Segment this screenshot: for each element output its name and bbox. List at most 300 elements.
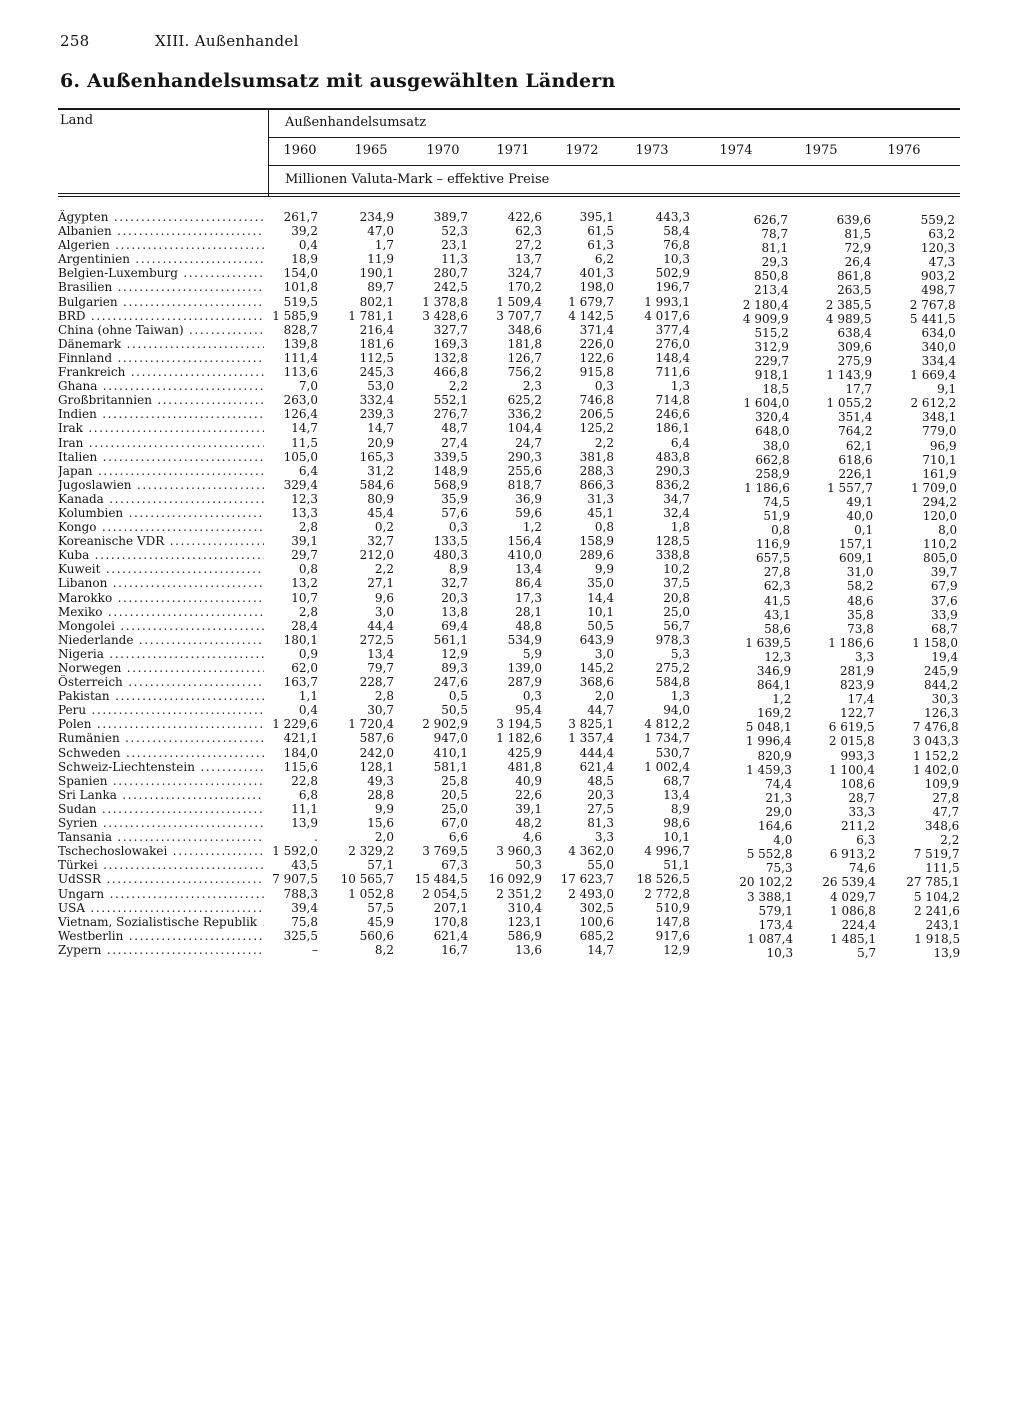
value-cell: 2,2 (940, 833, 960, 848)
year-header: 1971 (496, 143, 530, 158)
value-cell: 165,3 (359, 449, 394, 464)
value-cell: 5,7 (857, 945, 877, 960)
country-name: Kuweit ..... (58, 562, 264, 576)
value-cell: 154,0 (283, 266, 318, 281)
value-cell: 211,2 (840, 819, 876, 834)
value-cell: 79,7 (367, 661, 394, 675)
value-cell: – (312, 942, 318, 957)
value-cell: 16,7 (441, 942, 468, 957)
value-cell: 27,8 (932, 790, 960, 805)
value-cell: 51,1 (663, 858, 690, 873)
value-cell: 805,0 (923, 551, 958, 566)
country-name: Ägypten ..... (58, 210, 264, 224)
value-cell: 5 552,8 (746, 847, 793, 862)
value-cell: 18,5 (762, 382, 790, 397)
value-cell: 13,9 (933, 945, 961, 960)
value-cell: 348,6 (924, 819, 960, 834)
value-cell: 746,8 (579, 393, 614, 408)
value-cell: 39,4 (291, 900, 318, 915)
value-cell: 75,3 (765, 861, 793, 876)
value-cell: 148,9 (433, 463, 468, 478)
country-name: China (ohne Taiwan) ..... (58, 323, 264, 337)
value-cell: 0,8 (298, 562, 318, 577)
year-header: 1975 (804, 143, 838, 158)
value-cell: 4 017,6 (644, 308, 690, 323)
value-cell: 100,6 (579, 914, 614, 929)
value-cell: 4 142,5 (568, 308, 614, 323)
value-cell: 1 557,7 (827, 480, 873, 495)
value-cell: 49,1 (846, 494, 873, 509)
value-cell: 657,5 (756, 551, 791, 566)
value-cell: 3 194,5 (496, 717, 542, 732)
value-cell: 1 158,0 (912, 635, 958, 650)
table-row (0, 576, 1024, 594)
value-cell: 73,8 (847, 621, 874, 636)
value-cell: 481,8 (507, 759, 542, 774)
country-name: Tschechoslowakei ..... (58, 844, 264, 858)
value-cell: 3,0 (594, 646, 614, 661)
value-cell: 224,4 (841, 917, 876, 932)
value-cell: 1,3 (670, 689, 690, 704)
value-cell: 19,4 (931, 649, 959, 664)
value-cell: 123,1 (507, 914, 542, 929)
value-cell: 828,7 (283, 322, 318, 337)
value-cell: 234,9 (359, 210, 394, 224)
value-cell: 5,3 (670, 646, 690, 661)
value-cell: 67,3 (441, 858, 468, 873)
value-cell: 1 402,0 (913, 762, 959, 777)
value-cell: 48,6 (846, 593, 874, 608)
value-cell: 72,9 (844, 241, 872, 256)
value-cell: 6 619,5 (828, 720, 875, 735)
value-cell: 275,2 (655, 661, 690, 675)
value-cell: 35,0 (587, 576, 614, 591)
value-cell: 61,3 (587, 238, 614, 253)
table-row (0, 435, 1024, 453)
value-cell: 587,6 (359, 731, 394, 746)
value-cell: 242,0 (359, 745, 394, 760)
value-cell: 340,0 (921, 339, 956, 354)
table-row (0, 844, 1024, 862)
column-divider (268, 110, 269, 196)
table-row (0, 942, 1024, 960)
value-cell: 5 104,2 (913, 889, 960, 904)
country-name: Libanon ..... (58, 576, 264, 590)
value-cell: 823,9 (839, 678, 875, 693)
value-cell: 38,0 (762, 438, 790, 453)
value-cell: 2,3 (522, 379, 542, 394)
value-cell: 81,5 (844, 227, 872, 242)
value-cell: 7 476,8 (912, 720, 959, 735)
value-cell: 510,9 (655, 900, 690, 915)
value-cell: 186,1 (655, 421, 690, 436)
country-name: Kongo ..... (58, 520, 264, 534)
table-row (0, 463, 1024, 481)
value-cell: 44,4 (367, 618, 394, 633)
country-name: Marokko ..... (58, 591, 264, 605)
value-cell: 11,3 (441, 252, 468, 267)
table-row (0, 210, 1024, 227)
table-row (0, 280, 1024, 298)
value-cell: 184,0 (283, 745, 318, 760)
value-cell: 212,0 (359, 548, 394, 563)
value-cell: 13,2 (291, 576, 318, 591)
value-cell: 1 186,6 (744, 480, 790, 495)
table-title: 6. Außenhandelsumsatz mit ausgewählten Ländern (60, 70, 616, 92)
table-row (0, 604, 1024, 622)
value-cell: 643,9 (579, 632, 614, 647)
value-cell: 23,1 (441, 238, 468, 253)
value-cell: 14,7 (587, 942, 614, 957)
value-cell: 290,3 (655, 463, 690, 478)
year-header: 1973 (635, 143, 669, 158)
value-cell: 421,1 (283, 731, 318, 746)
value-cell: 395,1 (579, 210, 614, 224)
value-cell: 288,3 (579, 463, 614, 478)
value-cell: 50,5 (587, 618, 614, 633)
value-cell: 836,2 (655, 477, 690, 492)
value-cell: 483,8 (655, 449, 690, 464)
value-cell: 351,4 (838, 410, 873, 425)
value-cell: 104,4 (507, 421, 542, 436)
value-cell: 48,5 (587, 773, 614, 788)
value-cell: 634,0 (921, 325, 956, 340)
value-cell: 918,1 (754, 368, 790, 383)
table-row (0, 562, 1024, 580)
value-cell: 10,2 (663, 562, 690, 577)
country-name: Kolumbien ..... (58, 506, 264, 520)
value-cell: 3 428,6 (422, 308, 468, 323)
value-cell: 6,4 (298, 463, 318, 478)
country-name: Zypern ..... (58, 943, 264, 957)
value-cell: 206,5 (579, 407, 614, 422)
value-cell: 81,1 (761, 241, 789, 256)
value-cell: 3 388,1 (746, 889, 793, 904)
value-cell: 0,9 (298, 646, 318, 661)
value-cell: 33,9 (931, 607, 958, 622)
value-cell: 3 043,3 (912, 734, 959, 749)
value-cell: 69,4 (441, 618, 468, 633)
country-name: Kanada ..... (58, 492, 264, 506)
value-cell: 13,9 (291, 816, 318, 831)
value-cell: 56,7 (663, 618, 690, 633)
value-cell: 9,9 (374, 801, 394, 816)
value-cell: 28,8 (367, 787, 394, 802)
value-cell: 903,2 (921, 269, 956, 284)
value-cell: 246,6 (655, 407, 690, 422)
value-cell: 25,8 (441, 773, 468, 788)
value-cell: 9,1 (937, 382, 957, 397)
value-cell: 20,8 (663, 590, 690, 605)
table-row (0, 787, 1024, 805)
value-cell: 28,7 (848, 790, 876, 805)
value-cell: 1 709,0 (911, 480, 957, 495)
value-cell: 0,2 (374, 520, 394, 535)
value-cell: 26 539,4 (822, 875, 876, 890)
value-cell: 1 357,4 (568, 731, 614, 746)
country-name: Iran ..... (58, 436, 264, 450)
year-header: 1965 (354, 143, 388, 158)
table-row (0, 928, 1024, 946)
value-cell: 108,6 (840, 776, 875, 791)
value-cell: 579,1 (758, 903, 793, 918)
year-header: 1970 (426, 143, 460, 158)
value-cell: 2 241,6 (914, 903, 960, 918)
value-cell: 37,5 (663, 576, 690, 591)
value-cell: 263,0 (283, 393, 318, 408)
value-cell: 1 052,8 (348, 886, 394, 901)
value-cell: 2 385,5 (825, 297, 872, 312)
value-cell: 247,6 (433, 675, 468, 690)
value-cell: 1 720,4 (348, 717, 394, 732)
table-row (0, 661, 1024, 678)
value-cell: 48,2 (515, 816, 542, 831)
value-cell: 181,6 (359, 336, 394, 351)
value-cell: 57,5 (367, 900, 394, 915)
value-cell: 75,8 (291, 914, 318, 929)
value-cell: 29,7 (291, 548, 318, 563)
value-cell: 18,9 (291, 252, 318, 267)
year-header: 1972 (565, 143, 599, 158)
value-cell: 410,1 (433, 745, 468, 760)
value-cell: 36,9 (515, 491, 542, 506)
value-cell: 8,2 (374, 942, 394, 957)
value-cell: 14,7 (291, 421, 318, 436)
value-cell: 180,1 (283, 632, 318, 647)
value-cell: 43,5 (291, 858, 318, 873)
value-cell: 148,4 (655, 350, 690, 365)
value-cell: 978,3 (655, 632, 690, 647)
value-cell: 4 996,7 (644, 844, 690, 859)
table-row (0, 745, 1024, 763)
value-cell: 820,9 (757, 748, 792, 763)
value-cell: 7 907,5 (272, 872, 318, 887)
value-cell: 62,3 (515, 224, 542, 239)
value-cell: 112,5 (359, 350, 394, 365)
country-name: Indien ..... (58, 407, 264, 421)
value-cell: 662,8 (755, 452, 790, 467)
value-cell: 2,2 (448, 379, 468, 394)
value-cell: 401,3 (579, 266, 614, 281)
value-cell: 89,3 (441, 661, 468, 675)
value-cell: 243,1 (925, 917, 960, 932)
value-cell: 128,5 (655, 534, 690, 549)
value-cell: 95,4 (515, 703, 542, 718)
value-cell: 139,0 (507, 661, 542, 675)
value-cell: 276,7 (433, 407, 468, 422)
value-cell: 4,0 (773, 833, 793, 848)
value-cell: 45,4 (367, 505, 394, 520)
value-cell: 639,6 (836, 213, 871, 227)
value-cell: 802,1 (359, 294, 394, 309)
value-cell: 101,8 (283, 280, 318, 295)
value-cell: 320,4 (755, 410, 790, 425)
value-cell: 850,8 (754, 269, 789, 284)
value-cell: 2 767,8 (909, 297, 956, 312)
value-cell: 169,3 (433, 336, 468, 351)
value-cell: 2 902,9 (422, 717, 468, 732)
value-cell: 425,9 (507, 745, 542, 760)
value-cell: 621,4 (579, 759, 614, 774)
value-cell: 348,1 (922, 410, 957, 425)
value-cell: 105,0 (283, 449, 318, 464)
table-row (0, 618, 1024, 636)
value-cell: 324,7 (507, 266, 542, 281)
value-cell: 228,7 (359, 675, 394, 690)
value-cell: 3 707,7 (496, 308, 542, 323)
value-cell: 13,6 (515, 942, 542, 957)
value-cell: 8,0 (938, 523, 958, 538)
value-cell: 609,1 (839, 551, 874, 566)
table-row (0, 773, 1024, 791)
table-row (0, 801, 1024, 819)
country-name: Syrien ..... (58, 816, 264, 830)
value-cell: 18 526,5 (636, 872, 690, 887)
value-cell: 290,3 (507, 449, 542, 464)
value-cell: 13,3 (291, 505, 318, 520)
country-name: Albanien ..... (58, 224, 264, 238)
value-cell: 2 329,2 (348, 844, 394, 859)
table-body (0, 210, 1024, 960)
table-row (0, 858, 1024, 876)
table-row (0, 703, 1024, 721)
table-row (0, 224, 1024, 242)
value-cell: 947,0 (433, 731, 468, 746)
value-cell: 39,2 (291, 224, 318, 239)
value-cell: 12,9 (441, 646, 468, 661)
value-cell: 17 623,7 (560, 872, 614, 887)
value-cell: 1 604,0 (743, 396, 790, 411)
value-cell: 1 100,4 (829, 762, 875, 777)
value-cell: 74,4 (765, 776, 792, 791)
value-cell: 1 186,6 (828, 635, 874, 650)
value-cell: 1,2 (772, 692, 792, 707)
value-cell: 52,3 (441, 224, 468, 239)
country-name: Mexiko ..... (58, 605, 264, 619)
value-cell: 0,8 (594, 520, 614, 535)
value-cell: 764,2 (838, 424, 873, 439)
value-cell: 466,8 (433, 365, 468, 380)
value-cell: 1,7 (374, 238, 394, 253)
value-cell: 1 143,9 (826, 368, 873, 383)
country-name: Irak ..... (58, 421, 264, 435)
group-header-rule (268, 137, 960, 138)
value-cell: 2,0 (594, 689, 614, 704)
value-cell: 55,0 (587, 858, 614, 873)
value-cell: 198,0 (579, 280, 614, 295)
value-cell: 170,8 (433, 914, 468, 929)
table-row (0, 830, 1024, 848)
value-cell: 8,9 (670, 801, 690, 816)
country-name: Österreich ..... (58, 675, 264, 689)
value-cell: 648,0 (755, 424, 790, 439)
value-cell: 336,2 (507, 407, 542, 422)
value-cell: 12,9 (663, 942, 690, 957)
year-header: 1960 (283, 143, 317, 158)
value-cell: 14,4 (587, 590, 614, 605)
value-cell: 139,8 (283, 336, 318, 351)
table-row (0, 294, 1024, 312)
country-name: Sri Lanka ..... (58, 788, 264, 802)
value-cell: 3,3 (594, 830, 614, 845)
value-cell: 68,7 (663, 773, 690, 788)
value-cell: 625,2 (507, 393, 542, 408)
value-cell: 2,8 (298, 604, 318, 619)
value-cell: 0,8 (771, 523, 791, 538)
value-cell: 4 989,5 (825, 311, 872, 326)
value-cell: 332,4 (359, 393, 394, 408)
value-cell: 6,3 (856, 833, 876, 848)
value-cell: 2,8 (374, 689, 394, 704)
value-cell: 443,3 (655, 210, 690, 224)
value-cell: 1 592,0 (272, 844, 318, 859)
value-cell: 126,3 (924, 706, 959, 721)
value-cell: 4 362,0 (568, 844, 614, 859)
value-cell: 126,4 (283, 407, 318, 422)
value-cell: 111,5 (925, 861, 960, 876)
value-cell: 80,9 (367, 491, 394, 506)
value-cell: 213,4 (754, 283, 789, 298)
value-cell: 109,9 (924, 776, 959, 791)
value-cell: 10,3 (663, 252, 690, 267)
country-name: Koreanische VDR ..... (58, 534, 264, 548)
header-bottom-rule (58, 193, 960, 194)
value-cell: 190,1 (359, 266, 394, 281)
value-cell: 0,5 (448, 689, 468, 704)
value-cell: 1 459,3 (746, 762, 792, 777)
value-cell: 132,8 (433, 350, 468, 365)
value-cell: 98,6 (663, 816, 690, 831)
value-cell: 44,7 (587, 703, 614, 718)
value-cell: 480,3 (433, 548, 468, 563)
country-name: Japan ..... (58, 464, 264, 478)
value-cell: 48,8 (515, 618, 542, 633)
value-cell: 49,3 (367, 773, 394, 788)
table-row (0, 238, 1024, 256)
value-cell: 861,8 (837, 269, 872, 284)
value-cell: 1 182,6 (496, 731, 542, 746)
value-cell: 714,8 (655, 393, 690, 408)
table-row (0, 590, 1024, 608)
value-cell: 325,5 (283, 928, 318, 943)
value-cell: 47,3 (928, 255, 956, 270)
value-cell: 1 996,4 (745, 734, 792, 749)
country-name: Ungarn ..... (58, 887, 264, 901)
value-cell: 96,9 (929, 438, 957, 453)
value-cell: 13,4 (663, 787, 690, 802)
value-cell: 40,0 (846, 508, 874, 523)
table-row (0, 365, 1024, 383)
value-cell: 17,4 (847, 692, 875, 707)
country-name: Ghana ..... (58, 379, 264, 393)
page-number: 258 (60, 32, 90, 50)
value-cell: 0,4 (298, 238, 318, 253)
value-cell: 4 909,9 (742, 311, 789, 326)
country-name: Argentinien ..... (58, 252, 264, 266)
value-cell: 515,2 (754, 325, 789, 340)
value-cell: 27,5 (587, 801, 614, 816)
value-cell: 30,7 (367, 703, 394, 718)
value-cell: 32,7 (441, 576, 468, 591)
value-cell: 534,9 (507, 632, 542, 647)
value-cell: 31,0 (846, 565, 874, 580)
value-cell: 10,1 (663, 830, 690, 845)
value-cell: 128,1 (359, 759, 394, 774)
value-cell: 11,9 (367, 252, 394, 267)
value-cell: 161,9 (922, 466, 957, 481)
table-row (0, 759, 1024, 777)
value-cell: 216,4 (359, 322, 394, 337)
